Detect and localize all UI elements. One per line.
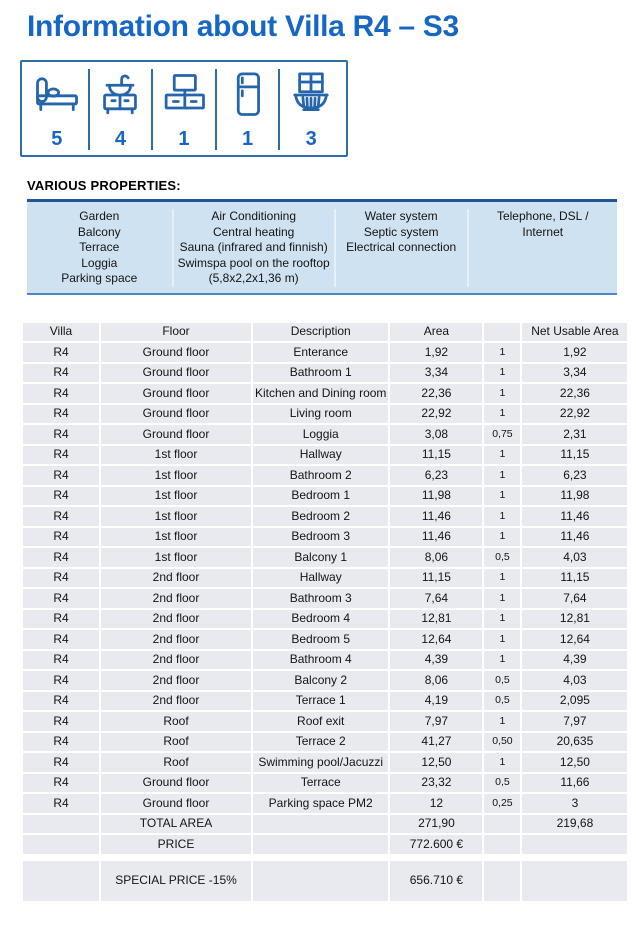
- table-cell: 2nd floor: [101, 569, 251, 588]
- table-cell: 22,36: [390, 384, 482, 403]
- table-cell: 2,095: [522, 692, 627, 711]
- table-cell: [253, 835, 388, 854]
- table-cell: Loggia: [253, 425, 388, 444]
- table-cell: Hallway: [253, 569, 388, 588]
- table-cell: 1,92: [522, 343, 627, 362]
- table-cell: 1: [484, 528, 520, 547]
- column-header: Description: [253, 323, 388, 342]
- table-cell: 1: [484, 446, 520, 465]
- table-cell: 1: [484, 507, 520, 526]
- table-cell: 0,75: [484, 425, 520, 444]
- property-item: Swimspa pool on the rooftop (5,8x2,2x1,36 m): [177, 256, 331, 287]
- table-cell: 656.710 €: [390, 861, 482, 901]
- table-cell: 12,64: [522, 630, 627, 649]
- table-cell: [522, 861, 627, 901]
- table-cell: Roof: [101, 733, 251, 752]
- table-cell: 41,27: [390, 733, 482, 752]
- table-cell: R4: [23, 425, 99, 444]
- table-cell: 271,90: [390, 815, 482, 834]
- table-row: [23, 343, 627, 362]
- table-cell: 2nd floor: [101, 589, 251, 608]
- table-cell: R4: [23, 343, 99, 362]
- table-cell: R4: [23, 569, 99, 588]
- column-header: [484, 323, 520, 342]
- table-cell: 4,03: [522, 671, 627, 690]
- table-cell: 1st floor: [101, 466, 251, 485]
- table-cell: 1: [484, 487, 520, 506]
- property-item: Terrace: [30, 240, 169, 256]
- table-row: [23, 569, 627, 588]
- table-cell: 2nd floor: [101, 671, 251, 690]
- balcony-icon: [285, 71, 337, 119]
- property-item: Parking space: [30, 271, 169, 287]
- table-cell: 23,32: [390, 774, 482, 793]
- table-cell: 20,635: [522, 733, 627, 752]
- property-item: Sauna (infrared and finnish): [177, 240, 331, 256]
- table-cell: 11,66: [522, 774, 627, 793]
- table-cell: 11,15: [390, 569, 482, 588]
- table-row: [23, 425, 627, 444]
- table-cell: R4: [23, 466, 99, 485]
- table-cell: 12,81: [390, 610, 482, 629]
- fridge-count: 1: [242, 128, 253, 150]
- properties-column-utilities: [334, 209, 467, 287]
- table-cell: R4: [23, 446, 99, 465]
- table-row: [23, 384, 627, 403]
- table-cell: Terrace 2: [253, 733, 388, 752]
- table-row: [23, 466, 627, 485]
- table-cell: Ground floor: [101, 343, 251, 362]
- table-cell: 11,46: [522, 507, 627, 526]
- table-cell: 12,50: [390, 753, 482, 772]
- table-cell: 22,92: [390, 405, 482, 424]
- table-cell: 12,50: [522, 753, 627, 772]
- table-cell: 1: [484, 405, 520, 424]
- table-cell: 0,25: [484, 794, 520, 813]
- table-cell: 1: [484, 712, 520, 731]
- table-row: [23, 589, 627, 608]
- table-cell: 12: [390, 794, 482, 813]
- table-cell: 2nd floor: [101, 692, 251, 711]
- table-cell: 1st floor: [101, 528, 251, 547]
- table-row: [23, 507, 627, 526]
- table-cell: 7,97: [390, 712, 482, 731]
- table-cell: Ground floor: [101, 364, 251, 383]
- table-row: [23, 733, 627, 752]
- table-cell: 4,39: [390, 651, 482, 670]
- table-cell: Bedroom 3: [253, 528, 388, 547]
- table-cell: R4: [23, 753, 99, 772]
- table-cell: 6,23: [522, 466, 627, 485]
- table-cell: 3,08: [390, 425, 482, 444]
- table-cell: Ground floor: [101, 774, 251, 793]
- total-area-row: [23, 815, 627, 834]
- table-cell: [522, 835, 627, 854]
- table-cell: R4: [23, 384, 99, 403]
- bathroom-sink-icon: [94, 71, 146, 119]
- property-item: Septic system: [339, 225, 464, 241]
- table-row: [23, 712, 627, 731]
- table-cell: Enterance: [253, 343, 388, 362]
- table-cell: Bathroom 2: [253, 466, 388, 485]
- column-header: Floor: [101, 323, 251, 342]
- table-cell: R4: [23, 528, 99, 547]
- amenity-beds: [26, 69, 88, 150]
- table-cell: R4: [23, 774, 99, 793]
- table-cell: 22,92: [522, 405, 627, 424]
- table-cell: 0,5: [484, 671, 520, 690]
- various-properties-heading: VARIOUS PROPERTIES:: [27, 178, 609, 194]
- table-cell: 1: [484, 753, 520, 772]
- table-cell: [253, 861, 388, 901]
- table-cell: 7,97: [522, 712, 627, 731]
- spacer-row: [23, 856, 627, 859]
- table-row: [23, 651, 627, 670]
- table-cell: Roof: [101, 753, 251, 772]
- table-cell: Living room: [253, 405, 388, 424]
- table-cell: 11,46: [390, 507, 482, 526]
- property-item: Electrical connection: [339, 240, 464, 256]
- table-cell: [484, 835, 520, 854]
- table-cell: [23, 835, 99, 854]
- table-row: [23, 548, 627, 567]
- table-cell: 1,92: [390, 343, 482, 362]
- table-cell: R4: [23, 712, 99, 731]
- bed-icon: [31, 71, 83, 119]
- table-cell: Hallway: [253, 446, 388, 465]
- area-table-header: [23, 323, 627, 342]
- table-row: [23, 364, 627, 383]
- table-cell: 1: [484, 364, 520, 383]
- table-cell: R4: [23, 671, 99, 690]
- column-header: Area: [390, 323, 482, 342]
- table-cell: 11,98: [522, 487, 627, 506]
- table-cell: 4,03: [522, 548, 627, 567]
- table-row: [23, 610, 627, 629]
- table-cell: R4: [23, 630, 99, 649]
- table-row: [23, 794, 627, 813]
- property-item: Water system: [339, 209, 464, 225]
- table-cell: 1: [484, 630, 520, 649]
- table-cell: 11,15: [522, 569, 627, 588]
- table-cell: 7,64: [522, 589, 627, 608]
- table-cell: 11,46: [522, 528, 627, 547]
- bathroom-count: 4: [115, 128, 126, 150]
- table-cell: [484, 861, 520, 901]
- table-cell: 1st floor: [101, 446, 251, 465]
- area-table-body: [23, 343, 627, 901]
- table-cell: 1: [484, 589, 520, 608]
- fridge-icon: [222, 71, 274, 119]
- table-cell: R4: [23, 610, 99, 629]
- table-cell: 1: [484, 651, 520, 670]
- special-price-row: [23, 861, 627, 901]
- table-cell: PRICE: [101, 835, 251, 854]
- table-cell: 11,15: [522, 446, 627, 465]
- table-cell: 12,64: [390, 630, 482, 649]
- amenity-tv-stands: [151, 69, 215, 150]
- table-cell: 11,46: [390, 528, 482, 547]
- table-cell: Bedroom 1: [253, 487, 388, 506]
- table-cell: Ground floor: [101, 384, 251, 403]
- table-cell: 1: [484, 384, 520, 403]
- amenity-balconies: [278, 69, 342, 150]
- table-cell: 1: [484, 610, 520, 629]
- table-cell: Balcony 2: [253, 671, 388, 690]
- table-cell: Bedroom 4: [253, 610, 388, 629]
- table-cell: 11,15: [390, 446, 482, 465]
- table-cell: 772.600 €: [390, 835, 482, 854]
- table-row: [23, 528, 627, 547]
- table-cell: 3,34: [390, 364, 482, 383]
- property-item: Air Conditioning: [177, 209, 331, 225]
- table-cell: Swimming pool/Jacuzzi: [253, 753, 388, 772]
- table-cell: 0,5: [484, 692, 520, 711]
- table-cell: R4: [23, 651, 99, 670]
- table-cell: 1st floor: [101, 487, 251, 506]
- table-cell: 1: [484, 466, 520, 485]
- table-cell: 2nd floor: [101, 651, 251, 670]
- table-cell: R4: [23, 733, 99, 752]
- table-cell: Ground floor: [101, 405, 251, 424]
- amenity-bathrooms: [88, 69, 152, 150]
- property-item: Balcony: [30, 225, 169, 241]
- table-row: [23, 692, 627, 711]
- table-cell: R4: [23, 405, 99, 424]
- table-cell: 1st floor: [101, 507, 251, 526]
- table-cell: Bathroom 3: [253, 589, 388, 608]
- table-cell: Ground floor: [101, 794, 251, 813]
- table-cell: Roof: [101, 712, 251, 731]
- table-cell: [253, 815, 388, 834]
- table-cell: R4: [23, 589, 99, 608]
- table-row: [23, 774, 627, 793]
- property-item: Central heating: [177, 225, 331, 241]
- table-cell: 1: [484, 343, 520, 362]
- table-header-row: [23, 323, 627, 342]
- table-cell: 22,36: [522, 384, 627, 403]
- table-cell: [484, 815, 520, 834]
- properties-column-outdoor: [27, 209, 172, 287]
- table-cell: [23, 815, 99, 834]
- table-cell: 219,68: [522, 815, 627, 834]
- tv-stand-icon: [158, 71, 210, 119]
- property-item: Garden: [30, 209, 169, 225]
- page-title: Information about Villa R4 – S3: [27, 9, 636, 44]
- table-cell: [23, 861, 99, 901]
- table-cell: Ground floor: [101, 425, 251, 444]
- table-cell: 8,06: [390, 671, 482, 690]
- table-row: [23, 630, 627, 649]
- column-header: Net Usable Area: [522, 323, 627, 342]
- table-cell: Bathroom 1: [253, 364, 388, 383]
- table-cell: 1st floor: [101, 548, 251, 567]
- document-page: [0, 9, 636, 903]
- table-cell: 8,06: [390, 548, 482, 567]
- table-cell: Bathroom 4: [253, 651, 388, 670]
- area-table: [21, 321, 629, 903]
- properties-column-telecom: [467, 209, 617, 287]
- table-cell: 2,31: [522, 425, 627, 444]
- table-cell: Terrace 1: [253, 692, 388, 711]
- table-cell: 11,98: [390, 487, 482, 506]
- table-cell: Roof exit: [253, 712, 388, 731]
- column-header: Villa: [23, 323, 99, 342]
- property-item: Loggia: [30, 256, 169, 272]
- table-cell: R4: [23, 692, 99, 711]
- table-row: [23, 671, 627, 690]
- table-cell: 6,23: [390, 466, 482, 485]
- property-item: Telephone, DSL / Internet: [472, 209, 614, 240]
- table-row: [23, 487, 627, 506]
- table-cell: 3,34: [522, 364, 627, 383]
- table-cell: R4: [23, 487, 99, 506]
- table-cell: SPECIAL PRICE -15%: [101, 861, 251, 901]
- table-cell: 3: [522, 794, 627, 813]
- table-cell: 1: [484, 569, 520, 588]
- table-cell: Terrace: [253, 774, 388, 793]
- table-cell: Parking space PM2: [253, 794, 388, 813]
- table-cell: R4: [23, 548, 99, 567]
- table-cell: R4: [23, 364, 99, 383]
- table-cell: Bedroom 2: [253, 507, 388, 526]
- table-cell: 4,39: [522, 651, 627, 670]
- bed-count: 5: [51, 128, 62, 150]
- table-cell: 12,81: [522, 610, 627, 629]
- table-cell: 0,5: [484, 548, 520, 567]
- table-cell: 0,5: [484, 774, 520, 793]
- table-cell: 2nd floor: [101, 630, 251, 649]
- balcony-count: 3: [306, 128, 317, 150]
- tv-stand-count: 1: [178, 128, 189, 150]
- table-cell: Bedroom 5: [253, 630, 388, 649]
- properties-column-climate: [172, 209, 334, 287]
- table-cell: 2nd floor: [101, 610, 251, 629]
- price-row: [23, 835, 627, 854]
- amenity-fridges: [215, 69, 279, 150]
- amenities-summary: [20, 60, 348, 157]
- table-cell: 7,64: [390, 589, 482, 608]
- table-cell: 0,50: [484, 733, 520, 752]
- table-cell: Balcony 1: [253, 548, 388, 567]
- table-row: [23, 405, 627, 424]
- table-cell: TOTAL AREA: [101, 815, 251, 834]
- table-cell: R4: [23, 794, 99, 813]
- various-properties-table: [27, 199, 617, 295]
- table-cell: R4: [23, 507, 99, 526]
- table-row: [23, 446, 627, 465]
- table-cell: 4,19: [390, 692, 482, 711]
- table-cell: Kitchen and Dining room: [253, 384, 388, 403]
- table-row: [23, 753, 627, 772]
